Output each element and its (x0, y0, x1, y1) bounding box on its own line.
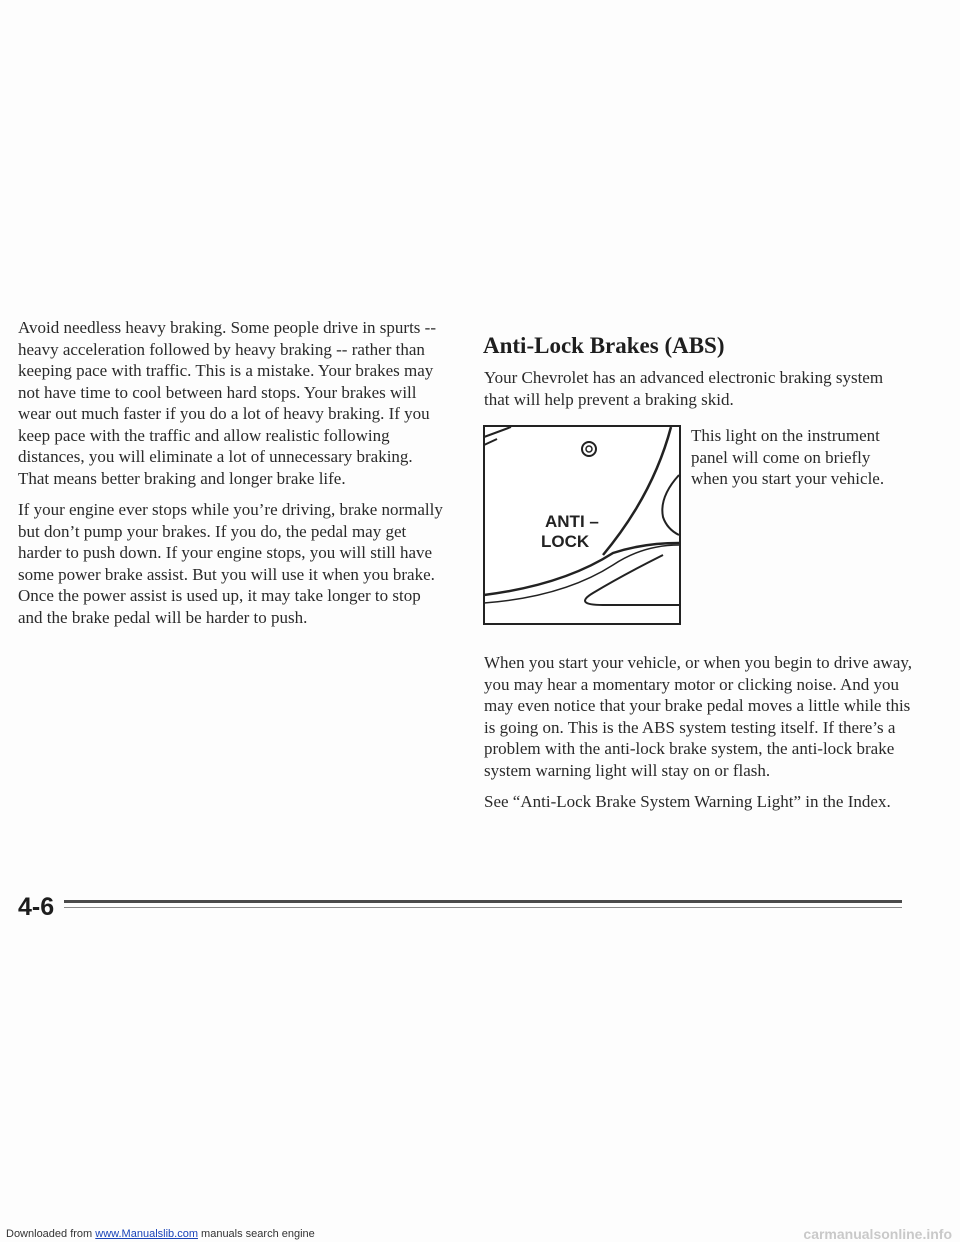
footer-rule (64, 900, 902, 903)
download-footer (6, 1228, 315, 1240)
section-heading-abs: Anti-Lock Brakes (ABS) (483, 333, 725, 358)
figure-label-anti: ANTI – (545, 512, 599, 531)
figure-label-lock: LOCK (541, 532, 590, 551)
watermark: carmanualsonline.info (803, 1226, 952, 1242)
abs-intro-text: Your Chevrolet has an advanced electronic braking system that will help prevent a braking skid. (484, 368, 884, 409)
footer-rule-thin (64, 907, 902, 908)
page-number: 4-6 (18, 893, 55, 921)
abs-warning-light-figure (483, 425, 681, 625)
paragraph-abs-self-test: When you start your vehicle, or when you begin to drive away, you may hear a momentary motor or clicking noise. And you may even notice that your brake pedal moves a little while this is going on. This is the ABS system testing itself. If there’s a problem with the anti-lock brake system, the anti-lock brake system warning light will stay on or flash. (484, 653, 913, 780)
abs-body (484, 652, 914, 823)
footer-prefix: Downloaded from (6, 1228, 96, 1240)
figure-caption-text: This light on the instrument panel will come on briefly when you start your vehicle. (691, 426, 885, 488)
abs-intro (484, 367, 894, 420)
paragraph-heavy-braking: Avoid needless heavy braking. Some people drive in spurts -- heavy acceleration followed by heavy braking -- rather than keeping pace with traffic. This is a mistake. Your brakes may not have time to cool between hard stops. Your brakes will wear out much faster if you do a lot of heavy braking. If you keep pace with the traffic and allow realistic following distances, you will eliminate a lot of unnecessary braking. That means better braking and longer brake life. (18, 318, 436, 488)
paragraph-engine-stops: If your engine ever stops while you’re driving, brake normally but don’t pump your brakes. If you do, the pedal may get harder to push down. If your engine stops, you will still have some power brake assist. But you will use it when you brake. Once the power assist is used up, it may take longer to stop and the brake pedal will be harder to push. (18, 500, 443, 627)
footer-suffix: manuals search engine (197, 1228, 315, 1240)
paragraph-see-index: See “Anti-Lock Brake System Warning Light” in the Index. (484, 792, 891, 811)
manualslib-link[interactable]: www.Manualslib.com (95, 1228, 198, 1240)
left-column (18, 317, 443, 638)
figure-caption (691, 425, 906, 500)
